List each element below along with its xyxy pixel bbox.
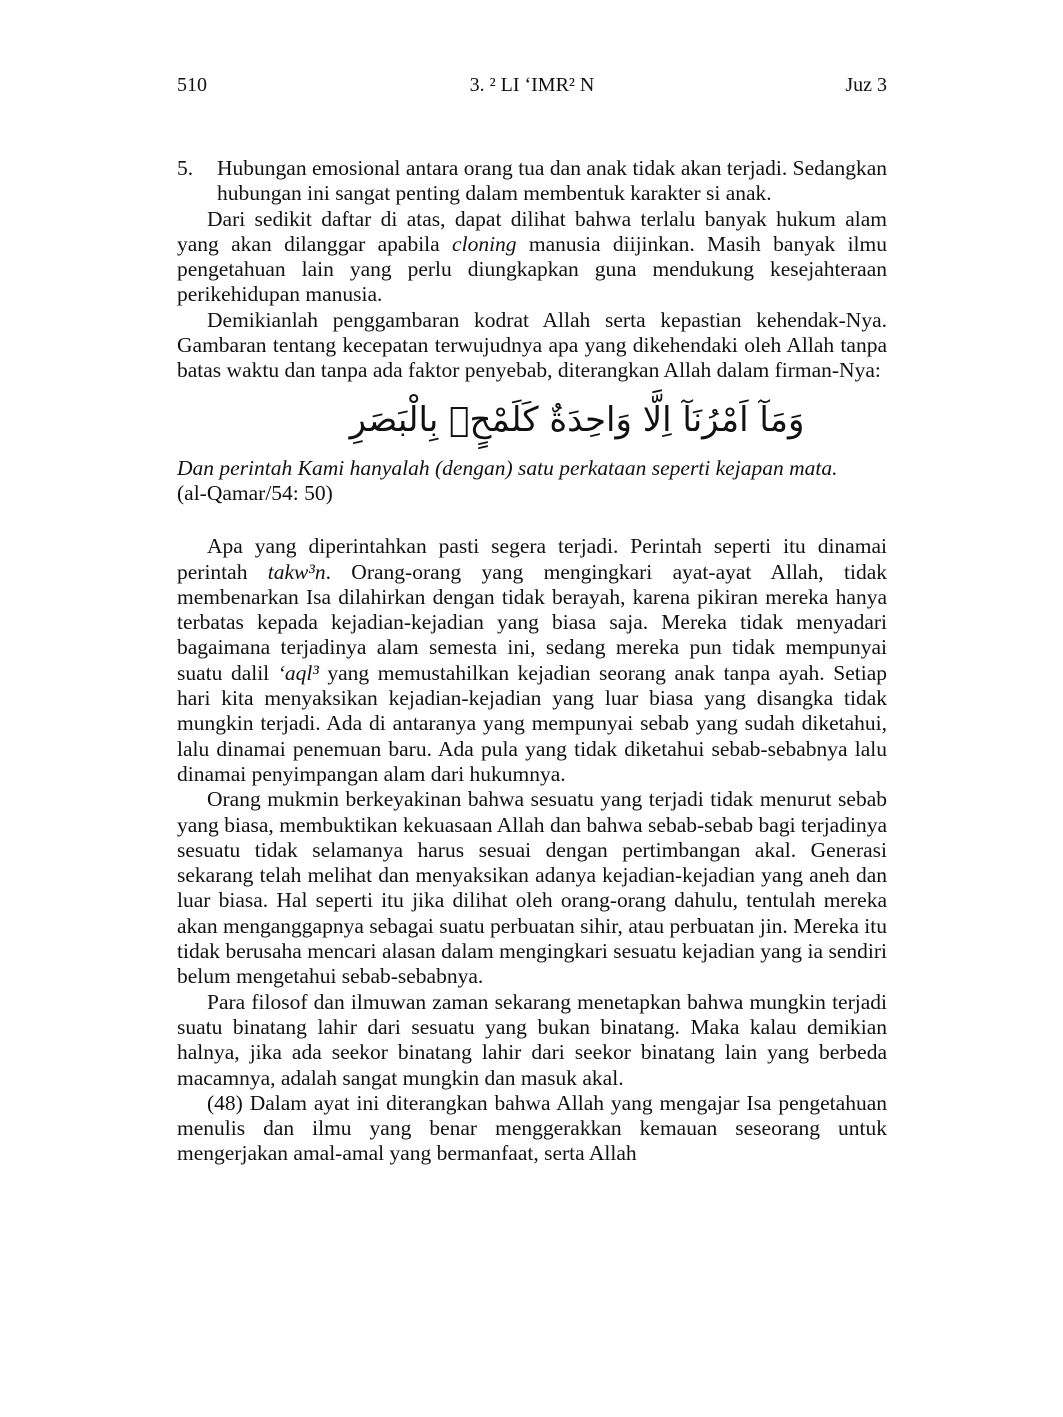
paragraph-text: . Orang-orang yang mengingkari ayat-ayat Allah, tidak membenarkan Isa dilahirkan dengan tidak berayah, karena pikiran mereka hanya terbatas kepada kejadian-kejadian yang biasa saja. Mereka tidak menyadari bagaimana terjadinya alam semesta ini, sedang mereka pun tidak mempunyai suatu dalil [177, 559, 887, 685]
italic-term: cloning [452, 231, 517, 256]
paragraph-text: manusia diijinkan. Masih banyak ilmu pengetahuan lain yang perlu diungkapkan guna mendukung kesejahteraan perikehidupan manusia. [177, 231, 887, 307]
verse-translation: Dan perintah Kami hanyalah (dengan) satu perkataan seperti kejapan mata. [177, 455, 838, 480]
juz-label: Juz 3 [845, 74, 887, 96]
paragraph [177, 534, 887, 787]
paragraph: (48) Dalam ayat ini diterangkan bahwa Allah yang mengajar Isa pengetahuan menulis dan ilmu yang benar menggerakkan kemauan seseorang untuk mengerjakan amal-amal yang bermanfaat, serta Allah [177, 1090, 887, 1166]
arabic-verse: وَمَآ اَمْرُنَآ اِلَّا وَاحِدَةٌ كَلَمْحٍۢ بِالْبَصَرِ [349, 399, 805, 440]
paragraph: Demikianlah penggambaran kodrat Allah serta kepastian kehendak-Nya. Gambaran tentang kecepatan terwujudnya apa yang dikehendaki oleh Allah tanpa batas waktu dan tanpa ada faktor penyebab, diterangkan Allah dalam firman-Nya: [177, 307, 887, 383]
paragraph-text: Dari sedikit daftar di atas, dapat dilihat bahwa terlalu banyak hukum alam yang akan dilanggar apabila [177, 206, 887, 256]
page-number: 510 [177, 74, 207, 96]
italic-term: ‘aql³ [277, 660, 319, 685]
list-item [177, 156, 887, 207]
list-item-text: Hubungan emosional antara orang tua dan anak tidak akan terjadi. Sedangkan hubungan ini sangat penting dalam membentuk karakter si anak. [217, 156, 887, 206]
verse-reference: (al-Qamar/54: 50) [177, 480, 333, 505]
spacer [177, 506, 887, 534]
italic-term: takw³n [267, 559, 326, 584]
page-header [177, 72, 887, 98]
page-body [177, 156, 887, 1167]
paragraph: Para filosof dan ilmuwan zaman sekarang menetapkan bahwa mungkin terjadi suatu binatang lahir dari sesuatu yang bukan binatang. Maka kalau demikian halnya, jika ada seekor binatang lahir dari seekor binatang lain yang berbeda macamnya, adalah sangat mungkin dan masuk akal. [177, 989, 887, 1090]
paragraph: Orang mukmin berkeyakinan bahwa sesuatu yang terjadi tidak menurut sebab yang biasa, membuktikan kekuasaan Allah dan bahwa sebab-sebab bagi terjadinya sesuatu tidak selamanya harus sesuai dengan pertimbangan akal. Generasi sekarang telah melihat dan menyaksikan adanya kejadian-kejadian yang aneh dan luar biasa. Hal seperti itu jika dilihat oleh orang-orang dahulu, tentulah mereka akan menganggapnya sebagai suatu perbuatan sihir, atau perbuatan jin. Mereka itu tidak berusaha mencari alasan dalam mengingkari sesuatu kejadian yang ia sendiri belum mengetahui sebab-sebabnya. [177, 787, 887, 989]
paragraph-text: Apa yang diperintahkan pasti segera terjadi. Perintah seperti itu dinamai perintah [177, 534, 887, 584]
paragraph [177, 207, 887, 308]
list-item-number: 5. [177, 156, 194, 180]
verse-block [177, 384, 887, 456]
paragraph-text: yang memustahilkan kejadian seorang anak tanpa ayah. Setiap hari kita menyaksikan kejadian-kejadian yang luar biasa yang disangka tidak mungkin terjadi. Ada di antaranya yang mempunyai sebab yang sudah diketahui, lalu dinamai penemuan baru. Ada pula yang tidak diketahui sebab-sebabnya lalu dinamai penyimpangan alam dari hukumnya. [177, 660, 887, 786]
chapter-title: 3. ² LI ‘IMR² N [469, 74, 595, 96]
